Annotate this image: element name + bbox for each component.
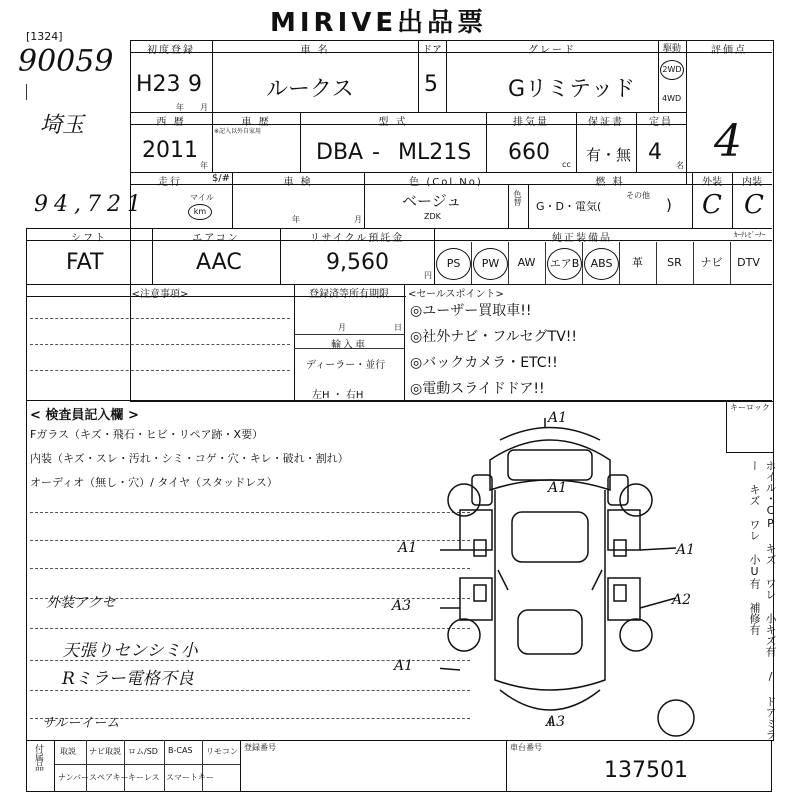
acc-bcas: B-CAS xyxy=(168,746,193,755)
hdr-equipment: 純正装備品 xyxy=(552,233,612,244)
side-legend: ホイル・CP キズ ワレ 小キズ有 / ドアミラー キズ ワレ 小U有 補修有 xyxy=(748,460,777,740)
hdr-capacity: 定員 xyxy=(649,117,673,128)
month-suffix: 月 xyxy=(200,103,208,112)
hdr-interior: 内装 xyxy=(742,177,762,188)
exterior-grade: C xyxy=(702,190,722,220)
inspector-header: < 検査員記入欄 > xyxy=(30,408,139,423)
equipment-divider xyxy=(582,242,583,284)
acc-manual: 取説 xyxy=(60,747,76,756)
sales-point-item: ◎ユーザー買取車!! xyxy=(410,303,532,319)
insp-year: 年 xyxy=(292,215,300,224)
hdr-deregistration: 登録済等所有期限 xyxy=(309,289,389,300)
acc-rom-sd: ロム/SD xyxy=(128,747,158,756)
inspector-line: オーディオ（無し・穴）/ タイヤ（スタッドレス） xyxy=(30,476,278,489)
damage-mark: A1 xyxy=(394,658,414,674)
equipment-item: PS xyxy=(436,248,471,280)
hdr-first-reg: 初度登録 xyxy=(147,45,195,56)
equipment-item: AW xyxy=(517,256,536,269)
page-title: MIRIVE出品票 xyxy=(270,8,488,38)
damage-mark: A1 xyxy=(676,542,696,558)
note-mirror-fault: Rミラー電格不良 xyxy=(62,669,194,689)
cc-unit: cc xyxy=(562,160,571,169)
warranty: 有・無 xyxy=(586,146,632,164)
equipment-item: ABS xyxy=(584,248,619,280)
hdr-equip-extra: ｶｰﾃﾚﾋﾞｰﾅｰ xyxy=(734,231,766,239)
insp-month: 月 xyxy=(354,215,362,224)
damage-mark: A1 xyxy=(398,540,418,556)
import-hand: 左H ・ 右H xyxy=(312,390,364,401)
hdr-model: 型 式 xyxy=(378,117,408,128)
model-year: 2011 xyxy=(142,138,198,163)
mileage: 94,721 xyxy=(34,192,147,217)
color-change-label: 色替 xyxy=(513,190,522,206)
model-dash: - xyxy=(372,140,380,165)
hdr-warranty: 保証書 xyxy=(588,117,624,128)
equipment-item: SR xyxy=(667,256,682,269)
hdr-chassis: 車 歴 xyxy=(241,117,271,128)
damage-mark: A3 xyxy=(392,598,412,614)
acc-keyless: キーレス xyxy=(128,773,160,782)
equipment-divider xyxy=(619,242,620,284)
reg-era: H23 xyxy=(136,72,181,97)
drive-4wd: 4WD xyxy=(662,94,682,103)
hdr-doors: ドア xyxy=(422,45,442,56)
equipment-divider xyxy=(656,242,657,284)
lot-code: [1324] xyxy=(26,30,63,43)
chassis-note: ※記入以外自家用 xyxy=(214,128,262,135)
hdr-reg-number: 登録番号 xyxy=(244,743,276,752)
note-ceiling-stain: 天張りセンシミ小 xyxy=(62,641,198,661)
acc-navi-manual: ナビ取説 xyxy=(89,747,121,756)
equipment-item: エアB xyxy=(547,248,582,280)
fuel-other: その他 xyxy=(626,191,650,200)
inspector-line: 内装（キズ・スレ・汚れ・シミ・コゲ・穴・キレ・破れ・割れ） xyxy=(30,452,349,465)
hdr-car-name: 車 名 xyxy=(300,45,330,56)
hdr-drive: 駆動 xyxy=(662,44,681,54)
mileage-unit-km: km xyxy=(188,204,212,220)
equipment-divider xyxy=(508,242,509,284)
hdr-score: 評価点 xyxy=(711,45,747,56)
hdr-grade: グレード xyxy=(528,45,576,56)
shift: FAT xyxy=(66,250,104,275)
hdr-import: 輸入車 xyxy=(331,340,367,351)
hdr-vehicle-number: 車台番号 xyxy=(510,743,542,752)
yen-unit: 円 xyxy=(424,271,432,280)
hdr-displacement: 排気量 xyxy=(513,117,549,128)
hdr-caution: <注意事項> xyxy=(131,289,189,300)
note-exterior-accessory: 外装アクセ xyxy=(46,595,116,611)
vehicle-number: 137501 xyxy=(604,758,688,783)
damage-mark: A3 xyxy=(546,714,566,730)
hdr-exterior: 外装 xyxy=(702,177,722,188)
car-damage-diagram xyxy=(440,400,740,740)
dereg-month: 月 xyxy=(338,323,346,332)
hdr-color: 色 (Col.No) xyxy=(409,177,483,188)
acc-remote: リモコン xyxy=(206,747,238,756)
note-extra: サルーイーム xyxy=(42,716,120,731)
fuel: G・D・電気( xyxy=(536,200,602,213)
dereg-day: 日 xyxy=(394,323,402,332)
sales-point-item: ◎社外ナビ・フルセグTV!! xyxy=(410,329,578,345)
hdr-aircon: エアコン xyxy=(192,233,240,244)
color-code: ZDK xyxy=(424,212,441,221)
recycle: 9,560 xyxy=(326,250,389,275)
doors: 5 xyxy=(424,72,438,97)
inspector-line: Fガラス（キズ・飛石・ヒビ・リペア跡・X要） xyxy=(30,428,264,441)
hdr-recycle: リサイクル預託金 xyxy=(309,233,405,244)
aircon: AAC xyxy=(196,250,242,275)
hdr-mileage: 走行 xyxy=(158,177,182,188)
model-code: ML21S xyxy=(398,140,472,165)
car-name: ルークス xyxy=(266,77,354,102)
equipment-divider xyxy=(693,242,694,284)
model-prefix: DBA xyxy=(316,140,364,165)
grade: Gリミテッド xyxy=(508,77,636,102)
hdr-year: 西 暦 xyxy=(156,117,186,128)
acc-spare-key: スペアキー xyxy=(89,773,129,782)
hdr-shift: シフト xyxy=(71,233,107,244)
damage-mark: A1 xyxy=(548,410,568,426)
interior-grade: C xyxy=(744,190,764,220)
equipment-row xyxy=(436,242,772,284)
equipment-item: DTV xyxy=(737,256,760,269)
hdr-inspection: 車 検 xyxy=(283,177,313,188)
equipment-divider xyxy=(730,242,731,284)
reg-month: 9 xyxy=(188,72,202,97)
capacity: 4 xyxy=(648,140,662,165)
color: ベージュ xyxy=(402,192,462,210)
sales-point-item: ◎電動スライドドア!! xyxy=(410,381,545,397)
equipment-item: PW xyxy=(473,248,508,280)
region: 埼玉 xyxy=(40,113,85,138)
mileage-unit-mile: マイル xyxy=(190,193,214,202)
acc-plate: ナンバー xyxy=(58,773,90,782)
damage-mark: A1 xyxy=(548,480,568,496)
accessories-label: 付属品 xyxy=(33,744,43,771)
sales-point-item: ◎バックカメラ・ETC!! xyxy=(410,355,558,371)
year-suffix: 年 xyxy=(176,103,184,112)
model-year-suffix: 年 xyxy=(200,161,208,170)
capacity-suffix: 名 xyxy=(676,161,684,170)
displacement: 660 xyxy=(508,140,550,165)
damage-mark: A2 xyxy=(672,592,692,608)
import-dealer: ディーラー・並行 xyxy=(306,360,386,371)
equipment-item: ナビ xyxy=(700,256,723,269)
equipment-divider xyxy=(545,242,546,284)
hdr-meter: $/# xyxy=(211,173,231,184)
sales-point-header: <セールスポイント> xyxy=(408,289,504,300)
key-lock-label: キーロック xyxy=(730,403,770,412)
lot-number: 90059 xyxy=(18,44,114,79)
fuel-close: ) xyxy=(666,196,672,214)
drive-2wd: 2WD xyxy=(660,60,684,80)
equipment-item: 革 xyxy=(632,256,643,269)
score: 4 xyxy=(714,116,742,167)
hdr-fuel: 燃 料 xyxy=(595,177,625,188)
equipment-divider xyxy=(471,242,472,284)
acc-smart-key: スマートキー xyxy=(166,773,214,782)
